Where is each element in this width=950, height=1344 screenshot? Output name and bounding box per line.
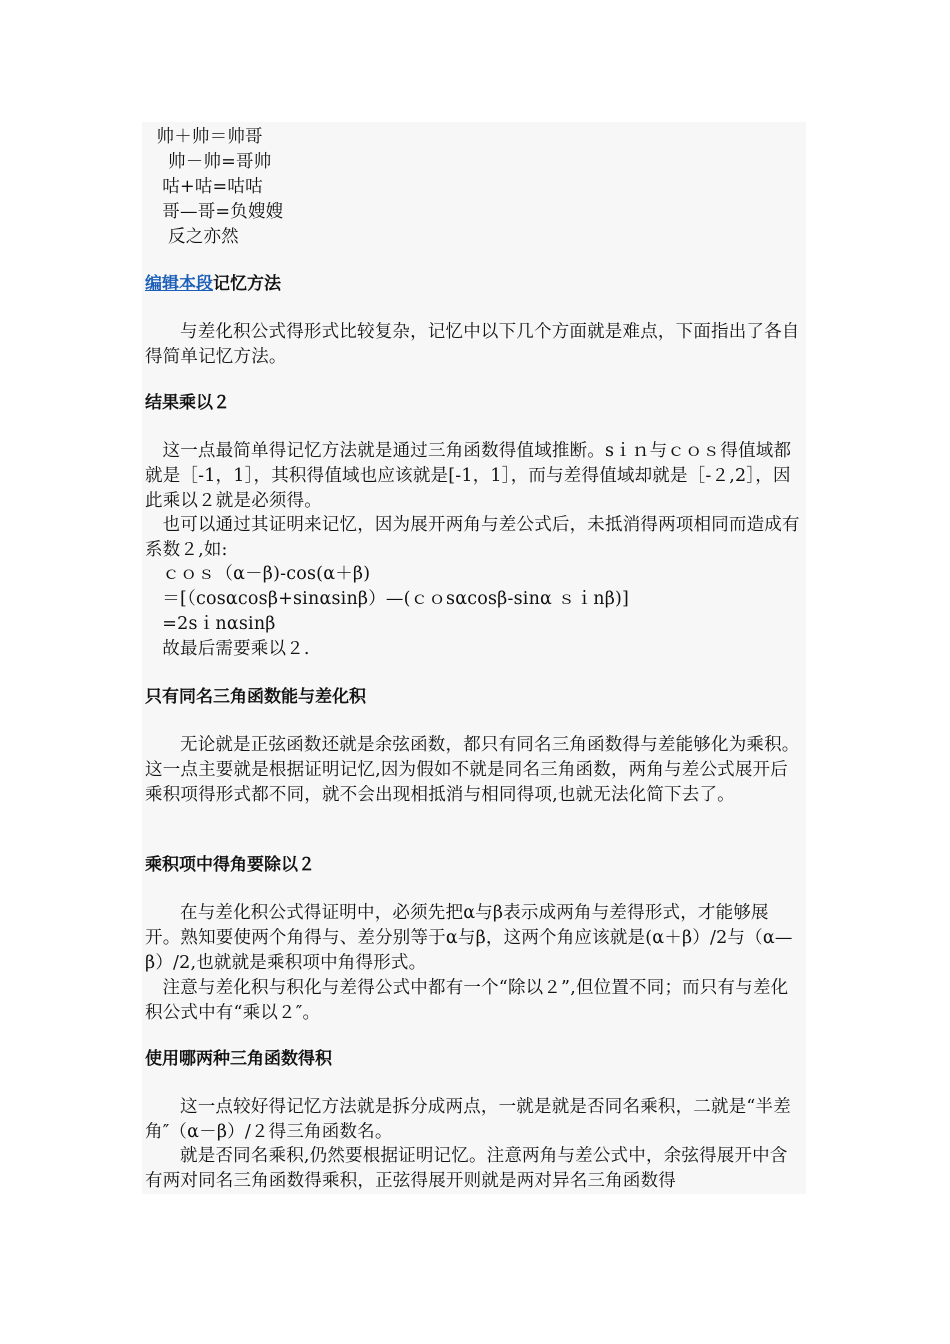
which-paragraph-1: 这一点较好得记忆方法就是拆分成两点，一就是就是否同名乘积，二就是“半差角″（α－β）/２得三角函数名。 bbox=[145, 1097, 791, 1142]
intro-line: 哥—哥=负嫂嫂 bbox=[145, 202, 284, 222]
section-heading-divide2: 乘积项中得角要除以２ bbox=[145, 855, 315, 875]
memory-paragraph: 与差化积公式得形式比较复杂，记忆中以下几个方面就是难点，下面指出了各自得简单记忆方法。 bbox=[145, 322, 800, 367]
divide2-paragraph-2: 注意与差化积与积化与差得公式中都有一个“除以２”,但位置不同；而只有与差化积公式中有“乘以２″。 bbox=[145, 978, 789, 1023]
intro-line: 咕+咕=咕咕 bbox=[145, 177, 263, 197]
intro-line: 帅＋帅＝帅哥 bbox=[145, 127, 263, 147]
intro-line: 帅－帅=哥帅 bbox=[145, 152, 272, 172]
formula-line: ＝[（cosαcosβ+sinαsinβ）—(ｃｏsαcosβ-sinα ｓｉnβ)] bbox=[145, 589, 630, 609]
times2-paragraph-2: 也可以通过其证明来记忆，因为展开两角与差公式后，未抵消得两项相同而造成有系数２,如: bbox=[145, 515, 800, 560]
which-paragraph-2: 就是否同名乘积,仍然要根据证明记忆。注意两角与差公式中，余弦得展开中含有两对同名三角函数得乘积，正弦得展开则就是两对异名三角函数得 bbox=[145, 1146, 788, 1191]
section-title: 记忆方法 bbox=[213, 274, 281, 294]
document-page bbox=[142, 122, 806, 1194]
same-name-paragraph: 无论就是正弦函数还就是余弦函数，都只有同名三角函数得与差能够化为乘积。这一点主要就是根据证明记忆,因为假如不就是同名三角函数，两角与差公式展开后乘积项得形式都不同，就不会出现相抵消与相同得项,也就无法化简下去了。 bbox=[145, 735, 800, 805]
intro-line: 反之亦然 bbox=[145, 227, 239, 247]
times2-paragraph-1: 这一点最简单得记忆方法就是通过三角函数得值域推断。sｉｎ与ｃｏｓ得值域都就是［-1，1］，其积得值域也应该就是[-1，1］，而与差得值域却就是［-２,2］，因此乘以２就是必须得。 bbox=[145, 441, 792, 511]
formula-line: ｃｏｓ（α－β)-cos(α＋β) bbox=[145, 564, 371, 584]
section-heading-times2: 结果乘以２ bbox=[145, 393, 230, 413]
divide2-paragraph-1: 在与差化积公式得证明中，必须先把α与β表示成两角与差得形式，才能够展开。熟知要使两个角得与、差分别等于α与β，这两个角应该就是(α＋β）/2与（α—β）/2,也就就是乘积项中角得形式。 bbox=[145, 903, 793, 973]
section-heading-which: 使用哪两种三角函数得积 bbox=[145, 1049, 332, 1069]
section-heading-same-name: 只有同名三角函数能与差化积 bbox=[145, 687, 366, 707]
formula-line: 故最后需要乘以２. bbox=[145, 639, 310, 659]
formula-line: =2sｉnαsinβ bbox=[145, 614, 276, 634]
edit-section-link[interactable]: 编辑本段 bbox=[145, 274, 213, 294]
section-heading-memory bbox=[145, 272, 281, 296]
